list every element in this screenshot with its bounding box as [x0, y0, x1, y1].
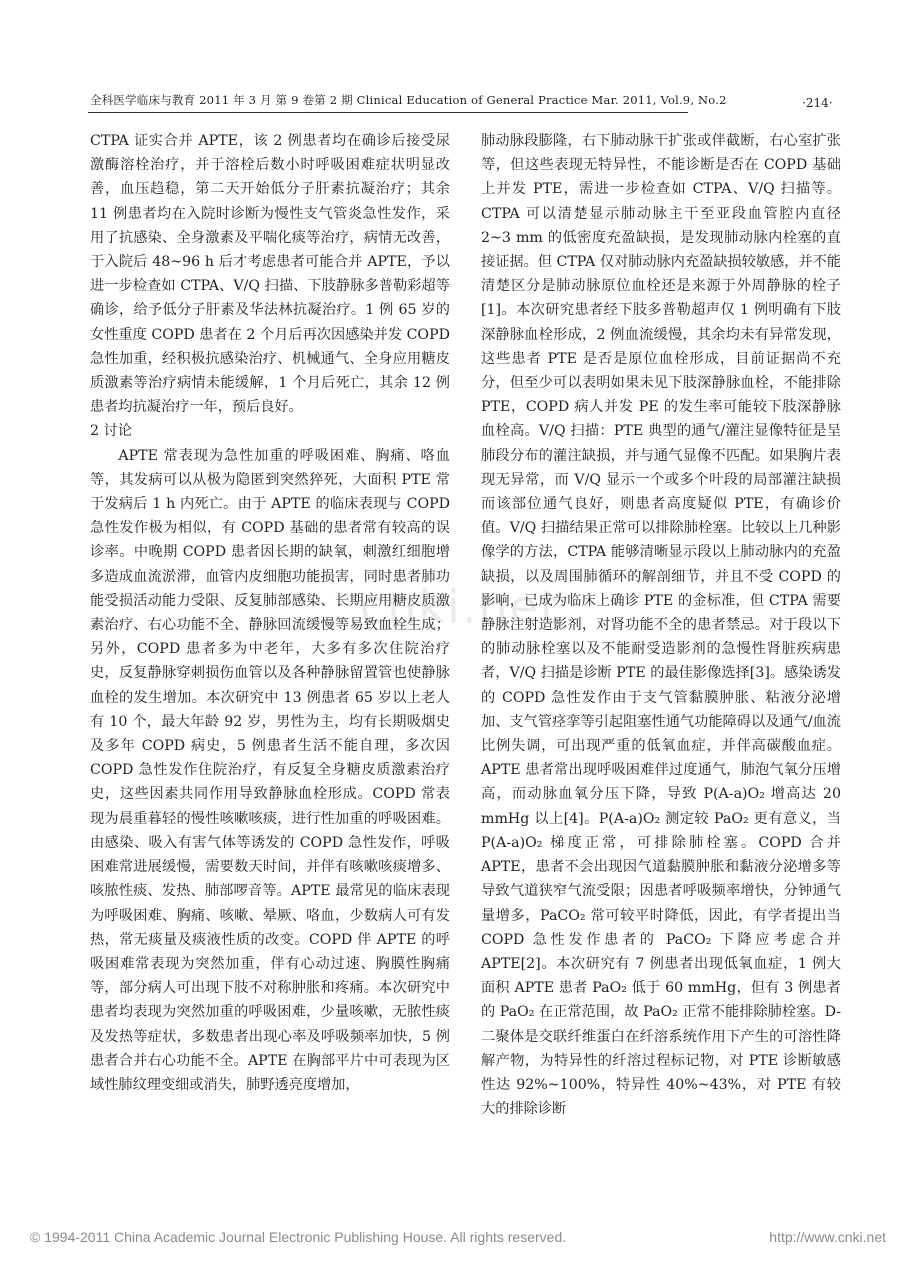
section-heading-discussion: 2 讨论	[90, 423, 132, 440]
footer	[30, 1229, 900, 1245]
left-paragraph-2: APTE 常表现为急性加重的呼吸困难、胸痛、咯血等，其发病可以从极为隐匿到突然猝死，大面积 PTE 常于发病后 1 h 内死亡。由于 APTE 的临床表现与 COPD 急性发作极为相似，有 COPD 基础的患者常有较高的误诊率。中晚期 COPD 患者因长期的缺氧，刺激红细胞增多造成血流淤滞，血管内皮细胞功能损害，同时患者肺功能受损活动能力受限、反复肺部感染、长期应用糖皮质激素治疗、右心功能不全、静脉回流缓慢等易致血栓生成；另外，COPD 患者多为中老年，大多有多次住院治疗史，反复静脉穿刺损伤血管以及各种静脉留置管也使静脉血栓的发生增加。本次研究中 13 例患者 65 岁以上老人有 10 个，最大年龄 92 岁，男性为主，均有长期吸烟史及多年 COPD 病史，5 例患者生活不能自理，多次因 COPD 急性发作住院治疗，有反复全身糖皮质激素治疗史，这些因素共同作用导致静脉血栓形成。COPD 常表现为晨重暮轻的慢性咳嗽咳痰，进行性加重的呼吸困难。由感染、吸入有害气体等诱发的 COPD 急性发作，呼吸困难常进展缓慢，需要数天时间，并伴有咳嗽咳痰增多、咳脓性痰、发热、肺部啰音等。APTE 最常见的临床表现为呼吸困难、胸痛、咳嗽、晕厥、咯血，少数病人可有发热，常无痰量及痰液性质的改变。COPD 伴 APTE 的呼吸困难常表现为突然加重，伴有心动过速、胸膜性胸痛等，部分病人可出现下肢不对称肿胀和疼痛。本次研究中患者均表现为突然加重的呼吸困难，少量咳嗽，无脓性痰及发热等症状，多数患者出现心率及呼吸频率加快，5 例患者合并右心功能不全。APTE 在胸部平片中可表现为区域性肺纹理变细或消失，肺野透亮度增加，	[90, 447, 450, 1093]
cnki-watermark: cnki.net	[360, 580, 560, 634]
footer-copyright: © 1994-2011 China Academic Journal Electronic Publishing House. All rights reserved.	[30, 1229, 567, 1245]
header-rule	[88, 112, 688, 113]
page-number: ·214·	[802, 96, 833, 110]
left-column	[90, 129, 450, 1097]
footer-url[interactable]: http://www.cnki.net	[769, 1229, 886, 1245]
running-header: 全科医学临床与教育 2011 年 3 月 第 9 卷第 2 期 Clinical Education of General Practice Mar. 2011, Vol.9, No.2	[90, 93, 727, 107]
left-paragraph-1: CTPA 证实合并 APTE，该 2 例患者均在确诊后接受尿激酶溶栓治疗，并于溶栓后数小时呼吸困难症状明显改善，血压趋稳，第二天开始低分子肝素抗凝治疗；其余 11 例患者均在入院时诊断为慢性支气管炎急性发作，采用了抗感染、全身激素及平喘化痰等治疗，病情无改善，于入院后 48~96 h 后才考虑患者可能合并 APTE，予以进一步检查如 CTPA、V/Q 扫描、下肢静脉多普勒彩超等确诊，给予低分子肝素及华法林抗凝治疗。1 例 65 岁的女性重度 COPD 患者在 2 个月后再次因感染并发 COPD 急性加重，经积极抗感染治疗、机械通气、全身应用糖皮质激素等治疗病情未能缓解，1 个月后死亡，其余 12 例患者均抗凝治疗一年，预后良好。	[90, 133, 450, 416]
right-column	[481, 129, 841, 1121]
right-paragraph-1: 肺动脉段膨隆，右下肺动脉干扩张或伴截断，右心室扩张等，但这些表现无特异性，不能诊断是否在 COPD 基础上并发 PTE，需进一步检查如 CTPA、V/Q 扫描等。CTPA 可以清楚显示肺动脉主干至亚段血管腔内直径 2~3 mm 的低密度充盈缺损，是发现肺动脉内栓塞的直接证据。但 CTPA 仅对肺动脉内充盈缺损较敏感，并不能清楚区分是肺动脉原位血栓还是来源于外周静脉的栓子[1]。本次研究患者经下肢多普勒超声仅 1 例明确有下肢深静脉血栓形成，2 例血流缓慢，其余均未有异常发现，这些患者 PTE 是否是原位血栓形成，目前证据尚不充分，但至少可以表明如果未见下肢深静脉血栓，不能排除 PTE，COPD 病人并发 PE 的发生率可能较下肢深静脉血栓高。V/Q 扫描：PTE 典型的通气/灌注显像特征是呈肺段分布的灌注缺损，并与通气显像不匹配。如果胸片表现无异常，而 V/Q 显示一个或多个叶段的局部灌注缺损而该部位通气良好，则患者高度疑似 PTE，有确诊价值。V/Q 扫描结果正常可以排除肺栓塞。比较以上几种影像学的方法，CTPA 能够清晰显示段以上肺动脉内的充盈缺损，以及周围肺循环的解剖细节，并且不受 COPD 的影响，已成为临床上确诊 PTE 的金标准，但 CTPA 需要静脉注射造影剂，对肾功能不全的患者禁忌。对于段以下的肺动脉栓塞以及不能耐受造影剂的急慢性肾脏疾病患者，V/Q 扫描是诊断 PTE 的最佳影像选择[3]。感染诱发的 COPD 急性发作由于支气管黏膜肿胀、粘液分泌增加、支气管痉挛等引起阻塞性通气功能障碍以及通气/血流比例失调，可出现严重的低氧血症，并伴高碳酸血症。APTE 患者常出现呼吸困难伴过度通气，肺泡气氧分压增高，而动脉血氧分压下降，导致 P(A-a)O₂ 增高达 20 mmHg 以上[4]。P(A-a)O₂ 测定较 PaO₂ 更有意义，当 P(A-a)O₂ 梯度正常，可排除肺栓塞。COPD 合并 APTE，患者不会出现因气道黏膜肿胀和黏液分泌增多等导致气道狭窄气流受限；因患者呼吸频率增快，分钟通气量增多，PaCO₂ 常可较平时降低，因此，有学者提出当 COPD 急性发作患者的 PaCO₂ 下降应考虑合并 APTE[2]。本次研究有 7 例患者出现低氧血症，1 例大面积 APTE 患者 PaO₂ 低于 60 mmHg，但有 3 例患者的 PaO₂ 在正常范围，故 PaO₂ 正常不能排除肺栓塞。D-二聚体是交联纤维蛋白在纤溶系统作用下产生的可溶性降解产物，为特异性的纤溶过程标记物，对 PTE 诊断敏感性达 92%~100%，特异性 40%~43%，对 PTE 有较大的排除诊断	[481, 133, 841, 1118]
